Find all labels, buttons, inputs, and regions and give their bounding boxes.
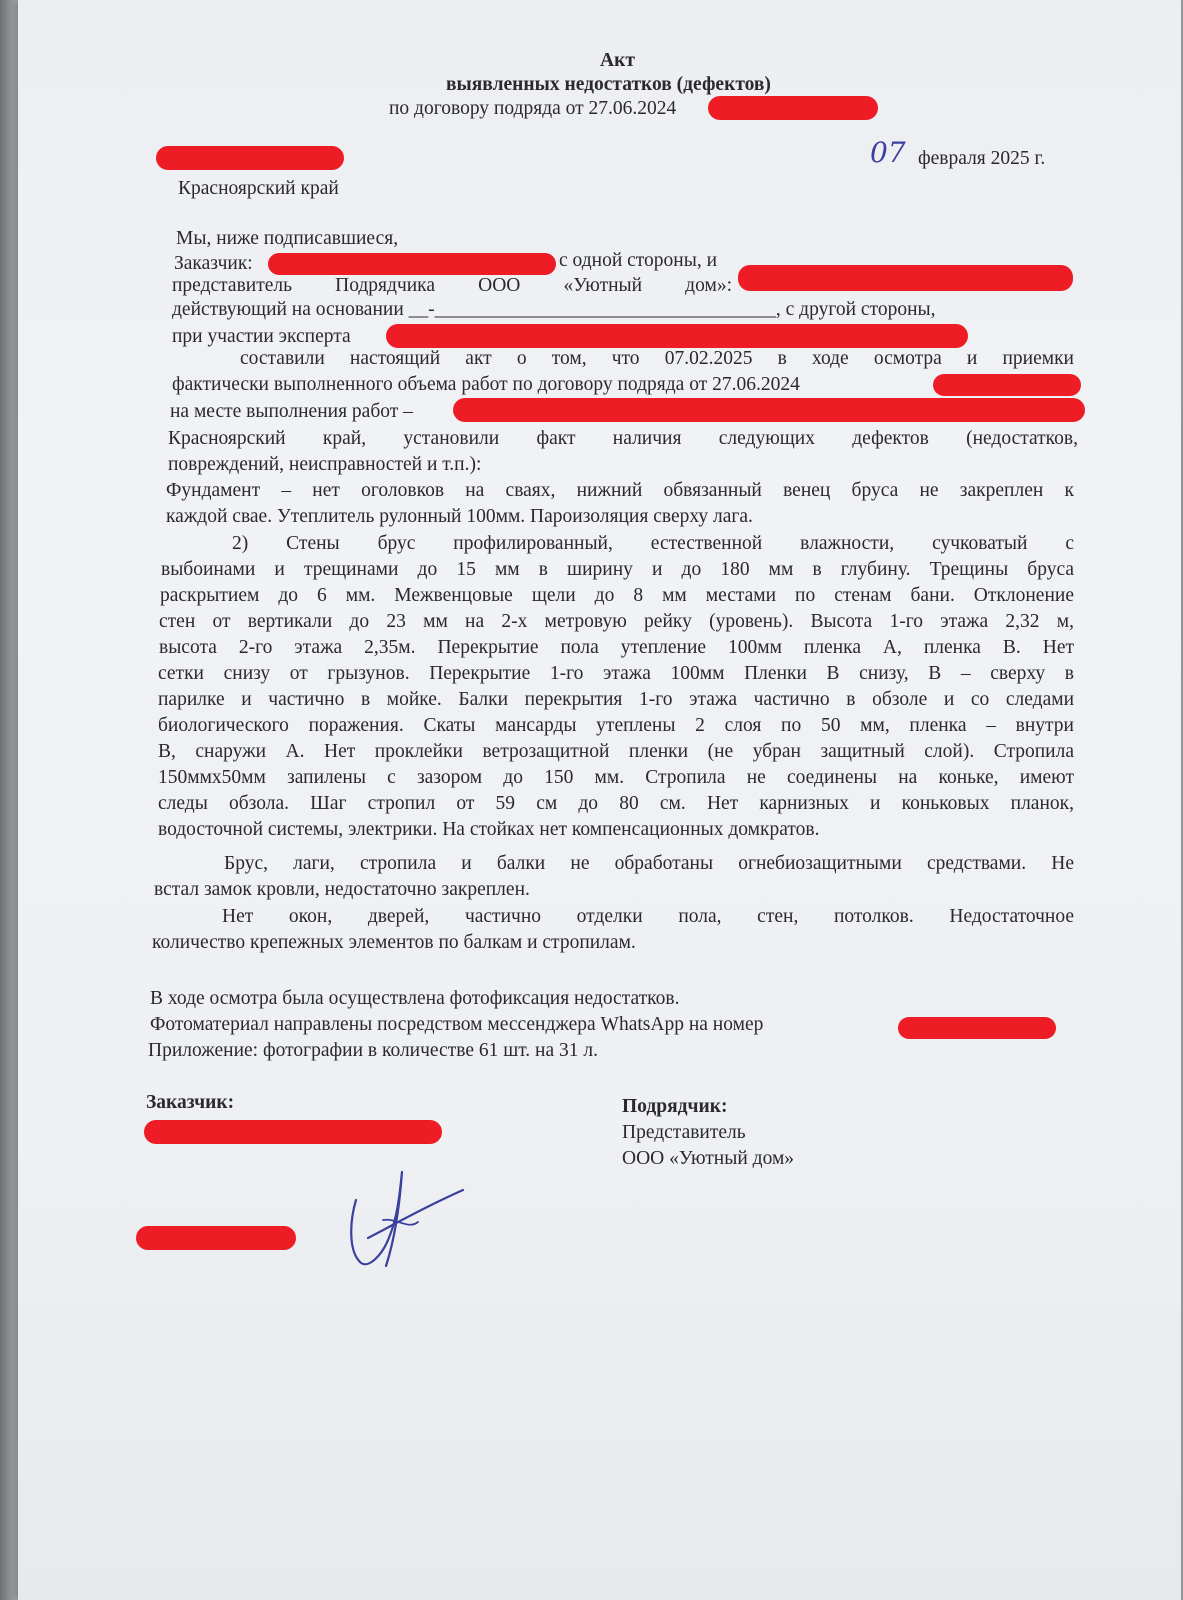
contractor-company: ООО «Уютный дом»: [622, 1148, 795, 1169]
contractor-rep-line: представитель Подрядчика ООО «Уютный дом»:: [172, 275, 732, 296]
page-edge-shadow: [0, 0, 18, 1600]
redaction-customer-initials: [136, 1226, 296, 1250]
redaction-contract-number: [708, 96, 878, 120]
redaction-expert-name: [386, 324, 968, 348]
walls-line-5: высота 2-го этажа 2,35м. Перекрытие пола утепление 100мм пленка А, пленка В. Нет: [159, 637, 1074, 658]
handwritten-day: 07: [870, 136, 906, 169]
body-p1-line-4: Красноярский край, установили факт наличия следующих дефектов (недостатков,: [168, 428, 1078, 449]
customer-label: Заказчик:: [146, 1092, 235, 1113]
contract-ref: по договору подряда от 27.06.2024: [389, 98, 677, 119]
doc-title: Акт: [600, 50, 635, 71]
walls-line-2: выбоинами и трещинами до 15 мм в ширину и до 180 мм в глубину. Трещины бруса: [161, 559, 1074, 580]
walls-line-6: сетки снизу от грызунов. Перекрытие 1-го этажа 100мм Пленки В снизу, В – сверху в: [158, 663, 1074, 684]
foundation-line-2: каждой свае. Утеплитель рулонный 100мм. Пароизоляция сверху лага.: [166, 506, 753, 527]
redaction-contract-number-2: [933, 374, 1081, 396]
redaction-phone-number: [898, 1017, 1056, 1039]
body-p1-line-2: фактически выполненного объема работ по договору подряда от 27.06.2024: [172, 374, 800, 395]
contractor-rep: Представитель: [622, 1122, 746, 1143]
doc-date: февраля 2025 г.: [918, 148, 1046, 169]
walls-line-12: водосточной системы, электрики. На стойках нет компенсационных домкратов.: [158, 819, 820, 840]
redaction-work-address: [453, 398, 1085, 422]
basis-line: действующий на основании __-___________________________________, с другой стороны,: [172, 299, 936, 320]
walls-line-11: следы обзола. Шаг стропил от 59 см до 80 см. Нет карнизных и коньковых планок,: [158, 793, 1074, 814]
body-p1-line-5: повреждений, неисправностей и т.п.):: [168, 454, 482, 475]
walls-line-9: В, снаружи А. Нет проклейки ветрозащитной пленки (не убран защитный слой). Стропила: [158, 741, 1074, 762]
redaction-customer-name: [268, 253, 556, 275]
redaction-rep-name: [738, 265, 1073, 291]
walls-line-8: биологического поражения. Скаты мансарды утеплены 2 слоя по 50 мм, пленка – внутри: [158, 715, 1074, 736]
photo-fixation-line: В ходе осмотра была осуществлена фотофиксация недостатков.: [150, 988, 680, 1009]
customer-line-rest: с одной стороны, и: [559, 250, 718, 271]
intro-line-1: Мы, ниже подписавшиеся,: [176, 228, 399, 249]
doc-subtitle: выявленных недостатков (дефектов): [446, 74, 771, 95]
walls-line-3: раскрытием до 6 мм. Межвенцовые щели до 8 мм местами по стенам бани. Отклонение: [160, 585, 1074, 606]
attachment-line: Приложение: фотографии в количестве 61 шт. на 31 л.: [148, 1040, 598, 1061]
contractor-label: Подрядчик:: [622, 1096, 728, 1117]
timber-line-2: встал замок кровли, недостаточно закреплен.: [154, 879, 530, 900]
body-p1-line-1: составили настоящий акт о том, что 07.02.2025 в ходе осмотра и приемки: [240, 348, 1074, 369]
expert-line: при участии эксперта: [172, 326, 351, 347]
redaction-customer-signature-name: [144, 1120, 442, 1144]
missing-line-2: количество крепежных элементов по балкам и стропилам.: [152, 932, 636, 953]
customer-line-label: Заказчик:: [174, 253, 253, 274]
customer-signature: [328, 1160, 488, 1270]
timber-line-1: Брус, лаги, стропила и балки не обработаны огнебиозащитными средствами. Не: [224, 853, 1074, 874]
walls-line-10: 150ммх50мм запилены с зазором до 150 мм. Стропила не соединены на коньке, имеют: [158, 767, 1074, 788]
walls-line-7: парилке и частично в мойке. Балки перекрытия 1-го этажа частично в обзоле и со следами: [158, 689, 1074, 710]
walls-line-4: стен от вертикали до 23 мм на 2-х метровую рейку (уровень). Высота 1-го этажа 2,32 м,: [159, 611, 1074, 632]
walls-line-1: 2) Стены брус профилированный, естественной влажности, сучковатый с: [232, 533, 1074, 554]
document-page: [18, 0, 1181, 1600]
region: Красноярский край: [178, 178, 339, 199]
whatsapp-line: Фотоматериал направлены посредством мессенджера WhatsApp на номер: [150, 1014, 764, 1035]
body-p1-line-3: на месте выполнения работ –: [170, 401, 413, 422]
foundation-line-1: Фундамент – нет оголовков на сваях, нижний обвязанный венец бруса не закреплен к: [166, 480, 1074, 501]
missing-line-1: Нет окон, дверей, частично отделки пола, стен, потолков. Недостаточное: [222, 906, 1074, 927]
redaction-locality: [156, 146, 344, 170]
